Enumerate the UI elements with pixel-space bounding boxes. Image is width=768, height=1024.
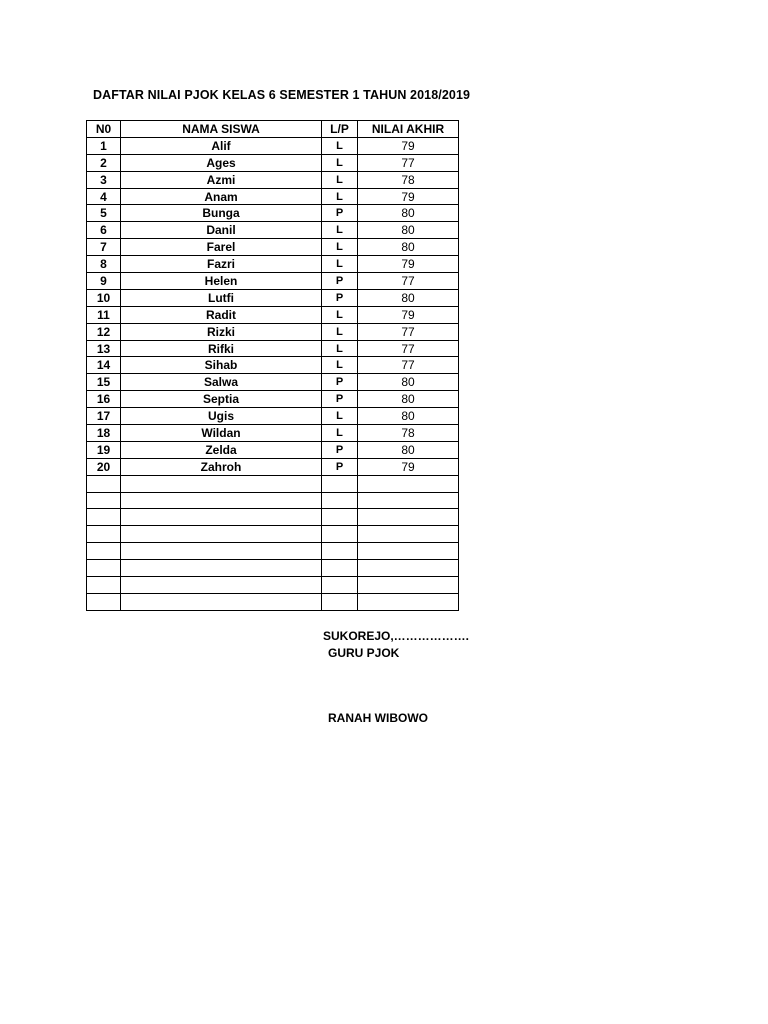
table-row <box>87 188 459 205</box>
cell-no: 4 <box>87 188 121 205</box>
cell-final-grade: 77 <box>358 323 459 340</box>
cell-no <box>87 593 121 610</box>
cell-final-grade: 80 <box>358 222 459 239</box>
cell-gender <box>322 509 358 526</box>
cell-final-grade: 79 <box>358 458 459 475</box>
cell-gender: P <box>322 273 358 290</box>
cell-final-grade: 80 <box>358 441 459 458</box>
signature-name: RANAH WIBOWO <box>328 711 428 725</box>
cell-student-name <box>121 543 322 560</box>
cell-gender: L <box>322 137 358 154</box>
cell-student-name: Anam <box>121 188 322 205</box>
table-row <box>87 458 459 475</box>
table-row <box>87 577 459 594</box>
table-row <box>87 137 459 154</box>
cell-student-name: Alif <box>121 137 322 154</box>
cell-gender: L <box>322 408 358 425</box>
cell-final-grade <box>358 543 459 560</box>
cell-final-grade: 80 <box>358 391 459 408</box>
cell-student-name: Rizki <box>121 323 322 340</box>
cell-no: 11 <box>87 306 121 323</box>
cell-no: 5 <box>87 205 121 222</box>
cell-gender: L <box>322 154 358 171</box>
table-row <box>87 289 459 306</box>
cell-student-name <box>121 593 322 610</box>
cell-gender <box>322 492 358 509</box>
cell-no: 13 <box>87 340 121 357</box>
cell-student-name <box>121 560 322 577</box>
cell-final-grade: 77 <box>358 273 459 290</box>
table-row <box>87 205 459 222</box>
cell-gender <box>322 560 358 577</box>
cell-final-grade: 79 <box>358 306 459 323</box>
cell-gender: P <box>322 289 358 306</box>
cell-student-name: Lutfi <box>121 289 322 306</box>
cell-no <box>87 577 121 594</box>
cell-gender: P <box>322 391 358 408</box>
cell-final-grade: 79 <box>358 256 459 273</box>
table-row <box>87 306 459 323</box>
table-row <box>87 222 459 239</box>
header-gender: L/P <box>322 121 358 138</box>
cell-student-name: Fazri <box>121 256 322 273</box>
table-row <box>87 171 459 188</box>
header-final-grade: NILAI AKHIR <box>358 121 459 138</box>
cell-gender: P <box>322 441 358 458</box>
cell-final-grade: 80 <box>358 289 459 306</box>
cell-student-name: Sihab <box>121 357 322 374</box>
table-row <box>87 273 459 290</box>
cell-no <box>87 543 121 560</box>
table-row <box>87 560 459 577</box>
cell-final-grade <box>358 577 459 594</box>
cell-student-name <box>121 475 322 492</box>
table-row <box>87 492 459 509</box>
cell-student-name: Zahroh <box>121 458 322 475</box>
cell-no <box>87 509 121 526</box>
cell-student-name: Ages <box>121 154 322 171</box>
cell-gender: P <box>322 374 358 391</box>
table-row <box>87 593 459 610</box>
cell-no: 1 <box>87 137 121 154</box>
cell-student-name: Ugis <box>121 408 322 425</box>
cell-gender: L <box>322 188 358 205</box>
cell-student-name: Bunga <box>121 205 322 222</box>
cell-final-grade: 78 <box>358 171 459 188</box>
cell-student-name: Wildan <box>121 425 322 442</box>
cell-no <box>87 526 121 543</box>
cell-final-grade <box>358 593 459 610</box>
cell-student-name <box>121 509 322 526</box>
grades-table-body <box>87 137 459 610</box>
cell-final-grade: 78 <box>358 425 459 442</box>
cell-student-name <box>121 526 322 543</box>
cell-no: 20 <box>87 458 121 475</box>
cell-student-name: Salwa <box>121 374 322 391</box>
table-row <box>87 374 459 391</box>
table-row <box>87 425 459 442</box>
cell-gender: L <box>322 340 358 357</box>
table-row <box>87 154 459 171</box>
table-row <box>87 441 459 458</box>
cell-gender: P <box>322 458 358 475</box>
cell-gender: L <box>322 323 358 340</box>
cell-student-name: Helen <box>121 273 322 290</box>
header-no: N0 <box>87 121 121 138</box>
table-row <box>87 509 459 526</box>
cell-student-name <box>121 577 322 594</box>
cell-student-name: Septia <box>121 391 322 408</box>
cell-final-grade <box>358 560 459 577</box>
cell-no: 14 <box>87 357 121 374</box>
table-row <box>87 340 459 357</box>
table-row <box>87 543 459 560</box>
cell-gender <box>322 475 358 492</box>
table-row <box>87 526 459 543</box>
cell-gender: L <box>322 171 358 188</box>
cell-no: 19 <box>87 441 121 458</box>
cell-final-grade: 79 <box>358 137 459 154</box>
cell-final-grade <box>358 492 459 509</box>
cell-no: 8 <box>87 256 121 273</box>
cell-no: 3 <box>87 171 121 188</box>
cell-no: 2 <box>87 154 121 171</box>
cell-gender: L <box>322 306 358 323</box>
table-row <box>87 256 459 273</box>
header-student-name: NAMA SISWA <box>121 121 322 138</box>
cell-no <box>87 475 121 492</box>
cell-no: 18 <box>87 425 121 442</box>
cell-no: 7 <box>87 239 121 256</box>
cell-gender <box>322 593 358 610</box>
cell-gender: L <box>322 425 358 442</box>
cell-no <box>87 492 121 509</box>
table-row <box>87 239 459 256</box>
table-header-row <box>87 121 459 138</box>
cell-student-name <box>121 492 322 509</box>
cell-final-grade <box>358 475 459 492</box>
cell-student-name: Radit <box>121 306 322 323</box>
cell-final-grade <box>358 509 459 526</box>
cell-student-name: Farel <box>121 239 322 256</box>
table-row <box>87 357 459 374</box>
cell-no: 16 <box>87 391 121 408</box>
cell-gender <box>322 577 358 594</box>
cell-gender: L <box>322 239 358 256</box>
cell-final-grade: 80 <box>358 408 459 425</box>
signature-role: GURU PJOK <box>328 646 400 660</box>
cell-no: 12 <box>87 323 121 340</box>
cell-final-grade: 77 <box>358 154 459 171</box>
cell-gender: L <box>322 256 358 273</box>
cell-final-grade: 80 <box>358 205 459 222</box>
grades-table <box>86 120 459 611</box>
cell-no: 6 <box>87 222 121 239</box>
cell-no <box>87 560 121 577</box>
cell-final-grade: 77 <box>358 357 459 374</box>
cell-final-grade <box>358 526 459 543</box>
table-row <box>87 475 459 492</box>
cell-student-name: Zelda <box>121 441 322 458</box>
table-row <box>87 391 459 408</box>
cell-final-grade: 80 <box>358 374 459 391</box>
cell-student-name: Danil <box>121 222 322 239</box>
cell-final-grade: 77 <box>358 340 459 357</box>
cell-no: 17 <box>87 408 121 425</box>
cell-final-grade: 79 <box>358 188 459 205</box>
cell-gender: L <box>322 357 358 374</box>
cell-gender <box>322 526 358 543</box>
cell-no: 15 <box>87 374 121 391</box>
table-row <box>87 408 459 425</box>
signature-place-date: SUKOREJO,………………. <box>323 629 470 643</box>
cell-gender: L <box>322 222 358 239</box>
cell-student-name: Rifki <box>121 340 322 357</box>
cell-gender: P <box>322 205 358 222</box>
page-title: DAFTAR NILAI PJOK KELAS 6 SEMESTER 1 TAHUN 2018/2019 <box>93 88 471 102</box>
cell-no: 9 <box>87 273 121 290</box>
cell-student-name: Azmi <box>121 171 322 188</box>
cell-final-grade: 80 <box>358 239 459 256</box>
table-row <box>87 323 459 340</box>
cell-no: 10 <box>87 289 121 306</box>
cell-gender <box>322 543 358 560</box>
